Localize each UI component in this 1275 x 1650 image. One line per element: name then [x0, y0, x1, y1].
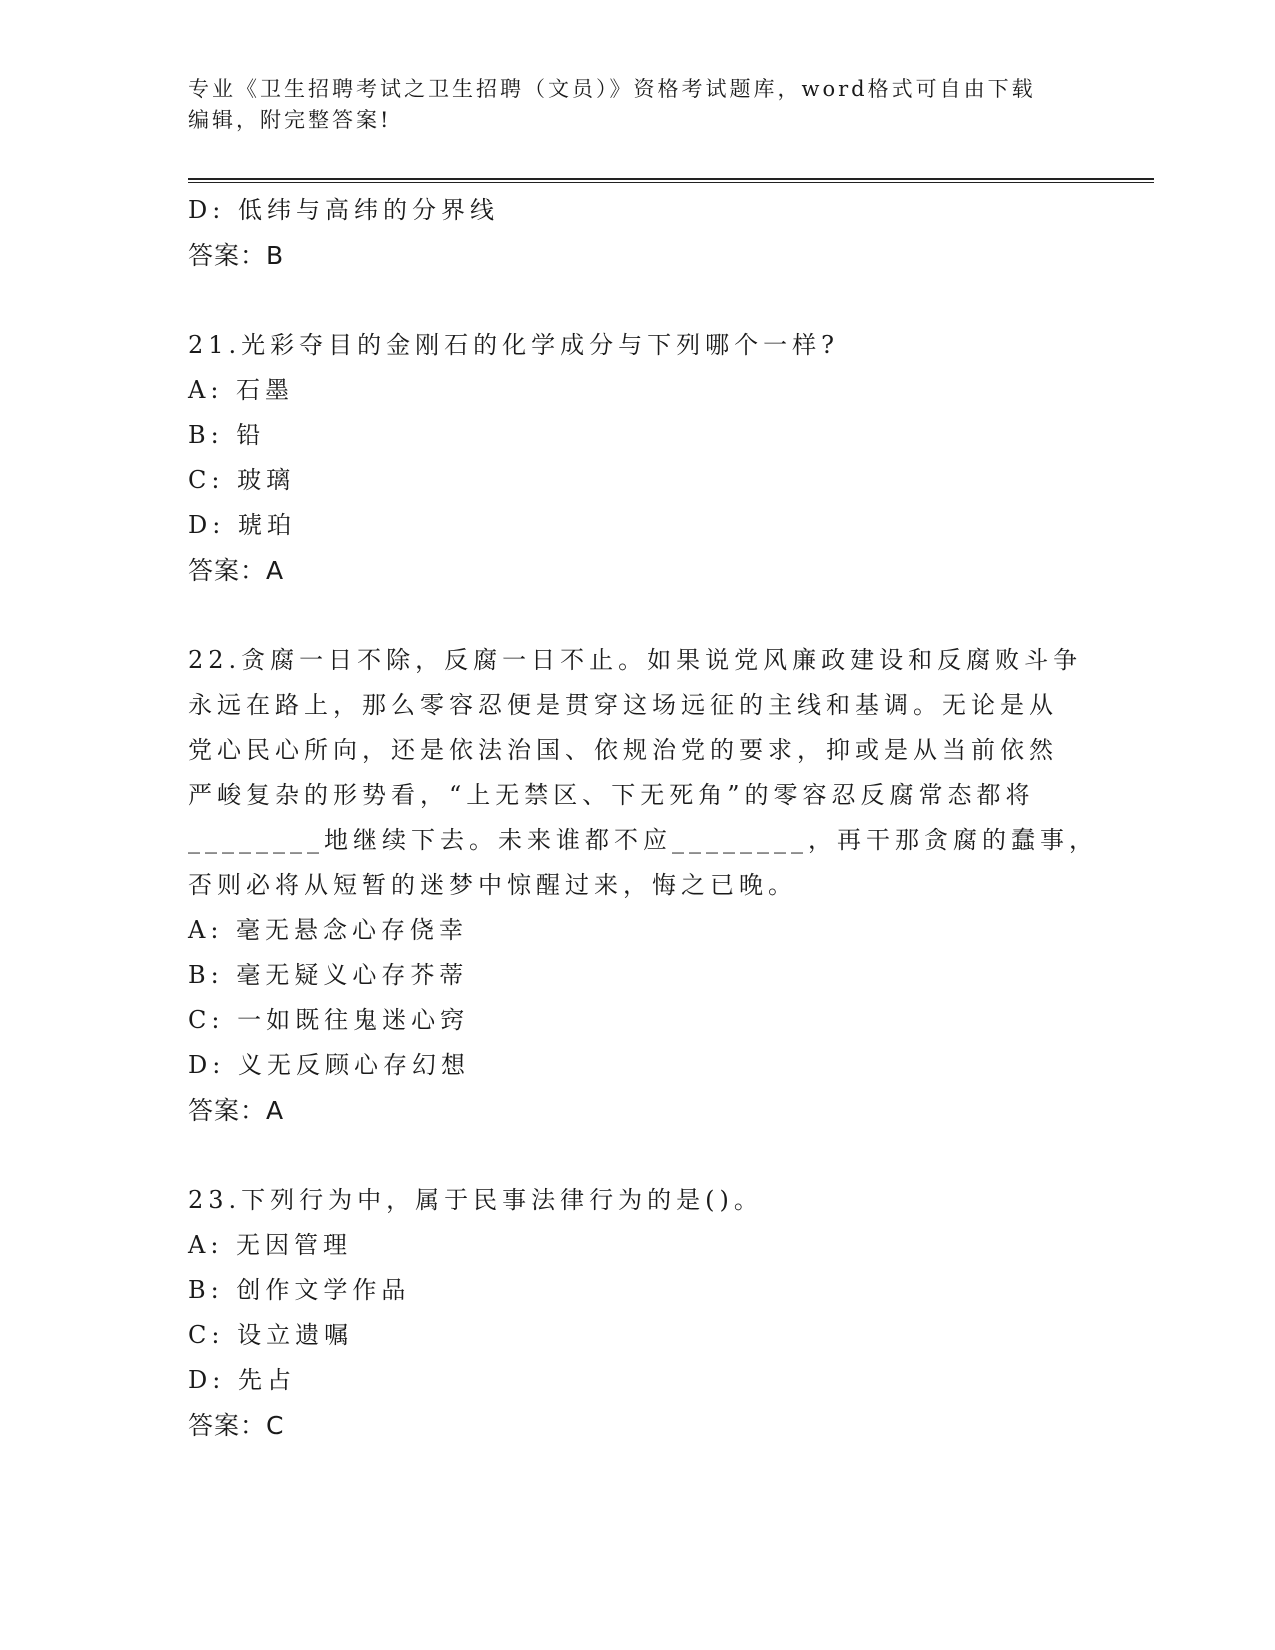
- question-23: [188, 1178, 1088, 1449]
- spacer: [188, 1134, 1088, 1178]
- option-c: C: 一如既往鬼迷心窍: [188, 1006, 470, 1034]
- header-divider-thick: [188, 178, 1154, 180]
- answer-line: 答案：A: [188, 1096, 285, 1125]
- option-b: B: 铅: [188, 421, 266, 449]
- previous-question-tail: [188, 188, 1088, 279]
- spacer: [188, 594, 1088, 638]
- option-d: D: 琥珀: [188, 511, 296, 539]
- option-d: D: 低纬与高纬的分界线: [188, 196, 499, 224]
- option-b: B: 创作文学作品: [188, 1276, 411, 1304]
- question-stem-line-2: 永远在路上，那么零容忍便是贯穿这场远征的主线和基调。无论是从: [188, 691, 1058, 719]
- question-stem-line-4: 严峻复杂的形势看，“上无禁区、下无死角”的零容忍反腐常态都将: [188, 781, 1035, 809]
- spacer: [188, 279, 1088, 323]
- question-content: [188, 188, 1098, 1449]
- option-a: A: 毫无悬念心存侥幸: [188, 916, 469, 944]
- question-22: [188, 638, 1098, 1134]
- header-divider-thin: [188, 182, 1154, 183]
- header-line-1: 专业《卫生招聘考试之卫生招聘（文员）》资格考试题库，word格式可自由下载: [188, 77, 1036, 101]
- option-d: D: 义无反顾心存幻想: [188, 1051, 470, 1079]
- header-line-2: 编辑，附完整答案!: [188, 108, 392, 132]
- answer-line: 答案：B: [188, 241, 285, 270]
- question-stem: 23.下列行为中，属于民事法律行为的是()。: [188, 1186, 763, 1214]
- question-stem: 21.光彩夺目的金刚石的化学成分与下列哪个一样?: [188, 331, 840, 359]
- option-c: C: 设立遗嘱: [188, 1321, 354, 1349]
- option-b: B: 毫无疑义心存芥蒂: [188, 961, 469, 989]
- answer-line: 答案：C: [188, 1411, 285, 1440]
- question-stem-line-5: ________地继续下去。未来谁都不应________，再干那贪腐的蠢事，: [188, 826, 1098, 854]
- question-stem-line-1: 22.贪腐一日不除，反腐一日不止。如果说党风廉政建设和反腐败斗争: [188, 646, 1083, 674]
- option-c: C: 玻璃: [188, 466, 296, 494]
- question-21: [188, 323, 1088, 594]
- option-d: D: 先占: [188, 1366, 296, 1394]
- question-stem-line-3: 党心民心所向，还是依法治国、依规治党的要求，抑或是从当前依然: [188, 736, 1058, 764]
- question-stem-line-6: 否则必将从短暂的迷梦中惊醒过来，悔之已晚。: [188, 871, 797, 899]
- answer-line: 答案：A: [188, 556, 285, 585]
- document-header: [188, 74, 1088, 136]
- option-a: A: 石墨: [188, 376, 295, 404]
- option-a: A: 无因管理: [188, 1231, 353, 1259]
